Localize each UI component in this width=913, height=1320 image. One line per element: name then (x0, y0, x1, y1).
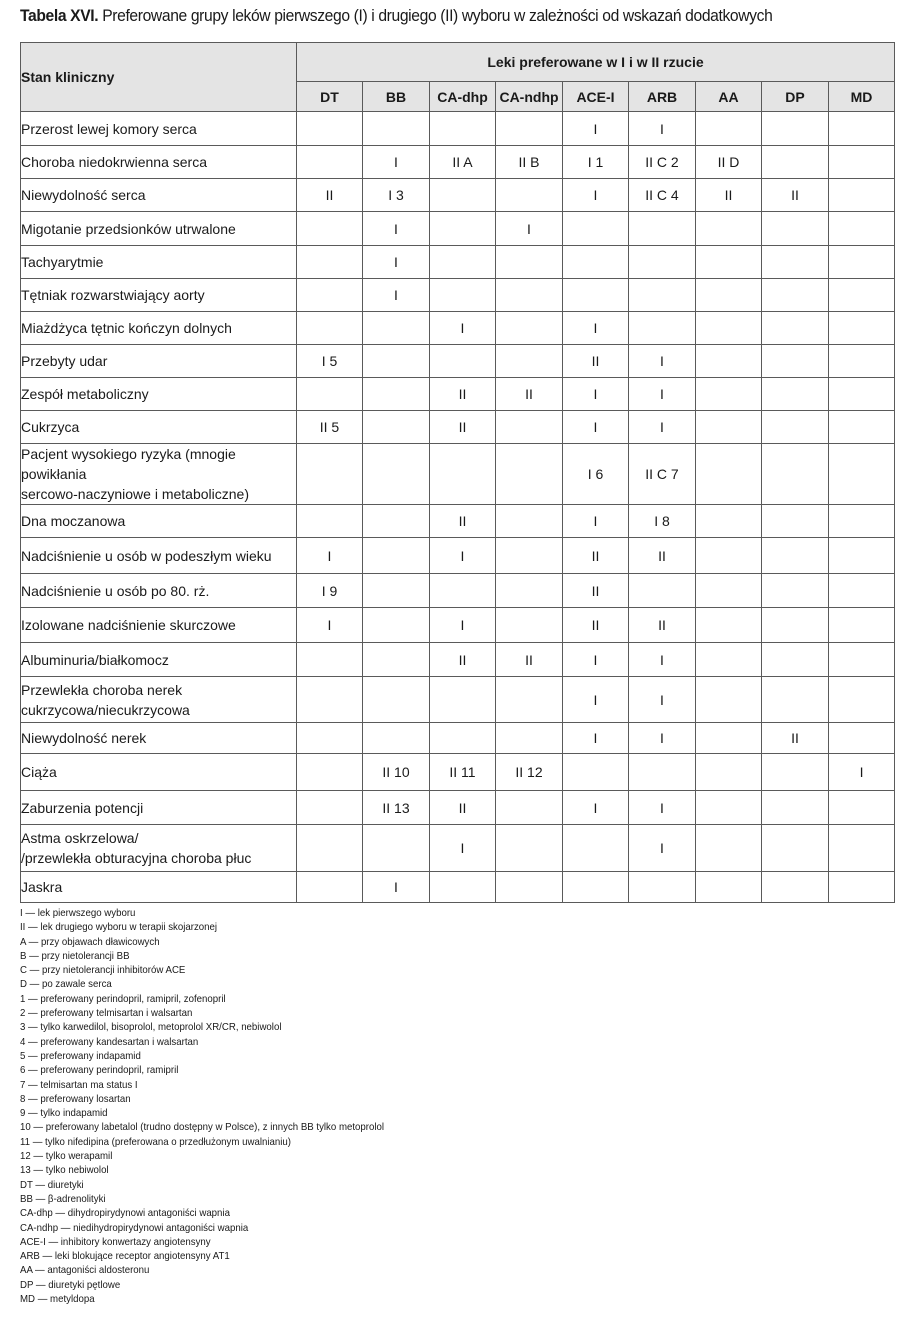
cell-bb (363, 723, 430, 754)
cell-arb: II (629, 608, 696, 643)
cell-ca-ndhp (496, 825, 563, 872)
cell-arb: I (629, 723, 696, 754)
condition-cell: Albuminuria/białkomocz (21, 643, 297, 677)
condition-cell: Cukrzyca (21, 411, 297, 444)
legend-note: 3 — tylko karwedilol, bisoprolol, metoprolol XR/CR, nebiwolol (20, 1021, 282, 1034)
cell-bb: I (363, 212, 430, 246)
cell-arb (629, 754, 696, 791)
column-header-ace-i: ACE-I (563, 82, 629, 112)
cell-dp (762, 212, 829, 246)
cell-ace-i (563, 825, 629, 872)
legend-note: C — przy nietolerancji inhibitorów ACE (20, 964, 186, 977)
cell-dp (762, 312, 829, 345)
cell-dp (762, 146, 829, 179)
cell-dp (762, 825, 829, 872)
cell-ca-ndhp (496, 312, 563, 345)
cell-ca-ndhp: II (496, 378, 563, 411)
cell-ca-dhp (430, 574, 496, 608)
cell-ca-dhp: I (430, 312, 496, 345)
cell-arb: I (629, 411, 696, 444)
cell-ace-i: II (563, 574, 629, 608)
cell-dt: II 5 (297, 411, 363, 444)
cell-dt (297, 677, 363, 723)
cell-ace-i: I (563, 723, 629, 754)
column-header-ca-dhp: CA-dhp (430, 82, 496, 112)
condition-cell: Jaskra (21, 872, 297, 903)
legend-note: 9 — tylko indapamid (20, 1107, 108, 1120)
table-row (21, 112, 895, 146)
condition-cell: Choroba niedokrwienna serca (21, 146, 297, 179)
cell-ace-i: II (563, 345, 629, 378)
legend-note: DP — diuretyki pętlowe (20, 1278, 121, 1291)
cell-dt: I 9 (297, 574, 363, 608)
cell-ca-dhp (430, 179, 496, 212)
cell-bb (363, 112, 430, 146)
cell-ca-ndhp (496, 677, 563, 723)
legend-note: 6 — preferowany perindopril, ramipril (20, 1064, 179, 1077)
cell-aa (696, 723, 762, 754)
drug-group-header: Leki preferowane w I i w II rzucie (297, 43, 895, 82)
table-title-text: Preferowane grupy leków pierwszego (I) i drugiego (II) wyboru w zależności od wskazań dodatkowych (102, 6, 773, 25)
cell-bb: II 10 (363, 754, 430, 791)
cell-ace-i (563, 279, 629, 312)
table-row (21, 791, 895, 825)
cell-ace-i (563, 212, 629, 246)
condition-cell: Dna moczanowa (21, 505, 297, 538)
cell-dt (297, 643, 363, 677)
cell-aa (696, 411, 762, 444)
cell-md (829, 643, 895, 677)
cell-md (829, 444, 895, 505)
cell-dt (297, 246, 363, 279)
legend-note: BB — β-adrenolityki (20, 1192, 106, 1205)
legend-note: 12 — tylko werapamil (20, 1150, 113, 1163)
cell-dp (762, 538, 829, 574)
cell-dp (762, 246, 829, 279)
column-header-arb: ARB (629, 82, 696, 112)
cell-arb: I (629, 643, 696, 677)
legend-note: 11 — tylko nifedipina (preferowana o przedłużonym uwalnianiu) (20, 1135, 291, 1148)
legend-note: 13 — tylko nebiwolol (20, 1164, 109, 1177)
condition-cell: Ciąża (21, 754, 297, 791)
table-row (21, 312, 895, 345)
cell-dp: II (762, 179, 829, 212)
cell-bb: I (363, 279, 430, 312)
table-row (21, 444, 895, 505)
cell-arb: II C 2 (629, 146, 696, 179)
cell-aa (696, 444, 762, 505)
cell-md (829, 723, 895, 754)
legend-note: DT — diuretyki (20, 1178, 84, 1191)
condition-cell: Przerost lewej komory serca (21, 112, 297, 146)
legend-note: 8 — preferowany losartan (20, 1092, 131, 1105)
cell-md (829, 872, 895, 903)
table-row (21, 411, 895, 444)
cell-ca-ndhp (496, 723, 563, 754)
cell-md (829, 345, 895, 378)
cell-dp (762, 791, 829, 825)
cell-md (829, 112, 895, 146)
cell-ca-ndhp (496, 505, 563, 538)
cell-bb (363, 411, 430, 444)
cell-md (829, 825, 895, 872)
cell-ace-i: I (563, 677, 629, 723)
cell-bb (363, 345, 430, 378)
condition-column-header: Stan kliniczny (21, 43, 297, 112)
legend-note: A — przy objawach dławicowych (20, 935, 160, 948)
column-header-aa: AA (696, 82, 762, 112)
cell-md (829, 146, 895, 179)
cell-ace-i: I (563, 505, 629, 538)
cell-aa (696, 246, 762, 279)
table-row (21, 345, 895, 378)
table-row (21, 179, 895, 212)
cell-bb (363, 312, 430, 345)
cell-dt: II (297, 179, 363, 212)
legend-note: 2 — preferowany telmisartan i walsartan (20, 1007, 193, 1020)
cell-ca-ndhp (496, 538, 563, 574)
cell-dt: I (297, 538, 363, 574)
condition-cell: Przewlekła choroba nerek cukrzycowa/niecukrzycowa (21, 677, 297, 723)
table-row (21, 723, 895, 754)
condition-cell: Zespół metaboliczny (21, 378, 297, 411)
cell-ca-ndhp (496, 112, 563, 146)
cell-dp (762, 411, 829, 444)
cell-ca-ndhp (496, 411, 563, 444)
legend-note: I — lek pierwszego wyboru (20, 907, 136, 919)
legend-note: CA-dhp — dihydropirydynowi antagoniści wapnia (20, 1207, 230, 1220)
legend-note: 1 — preferowany perindopril, ramipril, zofenopril (20, 992, 226, 1005)
cell-md: I (829, 754, 895, 791)
cell-arb (629, 312, 696, 345)
cell-ca-ndhp (496, 345, 563, 378)
cell-arb: I (629, 345, 696, 378)
table-row (21, 505, 895, 538)
cell-ace-i: I (563, 643, 629, 677)
cell-dp: II (762, 723, 829, 754)
drug-preference-table (20, 42, 895, 903)
cell-arb: I (629, 791, 696, 825)
condition-cell: Przebyty udar (21, 345, 297, 378)
condition-cell: Miażdżyca tętnic kończyn dolnych (21, 312, 297, 345)
cell-dp (762, 574, 829, 608)
cell-bb (363, 505, 430, 538)
condition-cell: Tachyarytmie (21, 246, 297, 279)
cell-dt (297, 791, 363, 825)
cell-ca-dhp: I (430, 538, 496, 574)
cell-ca-ndhp (496, 444, 563, 505)
column-header-dp: DP (762, 82, 829, 112)
cell-aa (696, 505, 762, 538)
cell-dp (762, 505, 829, 538)
table-row (21, 754, 895, 791)
cell-md (829, 279, 895, 312)
table-row (21, 146, 895, 179)
cell-arb: II C 7 (629, 444, 696, 505)
cell-aa: II (696, 179, 762, 212)
cell-md (829, 212, 895, 246)
condition-cell: Astma oskrzelowa/ /przewlekła obturacyjna choroba płuc (21, 825, 297, 872)
cell-dp (762, 444, 829, 505)
cell-bb (363, 608, 430, 643)
table-row (21, 872, 895, 903)
column-header-ca-ndhp: CA-ndhp (496, 82, 563, 112)
cell-ca-ndhp: II 12 (496, 754, 563, 791)
cell-arb: I (629, 677, 696, 723)
cell-ca-ndhp: II B (496, 146, 563, 179)
cell-arb: I (629, 112, 696, 146)
column-header-bb: BB (363, 82, 430, 112)
cell-arb (629, 246, 696, 279)
cell-md (829, 505, 895, 538)
condition-cell: Niewydolność serca (21, 179, 297, 212)
cell-aa (696, 212, 762, 246)
table-row (21, 378, 895, 411)
cell-dp (762, 872, 829, 903)
cell-md (829, 791, 895, 825)
cell-dp (762, 378, 829, 411)
cell-aa (696, 677, 762, 723)
cell-md (829, 677, 895, 723)
cell-ca-ndhp (496, 872, 563, 903)
cell-bb (363, 444, 430, 505)
condition-cell: Pacjent wysokiego ryzyka (mnogie powikłania sercowo-naczyniowe i metaboliczne) (21, 444, 297, 505)
cell-ace-i: I 1 (563, 146, 629, 179)
cell-dp (762, 279, 829, 312)
cell-md (829, 411, 895, 444)
cell-aa (696, 345, 762, 378)
cell-bb (363, 677, 430, 723)
legend-notes (20, 906, 416, 1306)
cell-arb: II C 4 (629, 179, 696, 212)
cell-ace-i (563, 754, 629, 791)
cell-ca-ndhp (496, 791, 563, 825)
column-header-md: MD (829, 82, 895, 112)
cell-dp (762, 643, 829, 677)
cell-ace-i: I (563, 179, 629, 212)
legend-note: 5 — preferowany indapamid (20, 1049, 141, 1062)
cell-ca-dhp: II (430, 643, 496, 677)
legend-note: II — lek drugiego wyboru w terapii skojarzonej (20, 921, 218, 934)
cell-arb: I 8 (629, 505, 696, 538)
table-row (21, 538, 895, 574)
table-row (21, 643, 895, 677)
cell-aa (696, 378, 762, 411)
cell-md (829, 312, 895, 345)
cell-ca-dhp (430, 444, 496, 505)
cell-ca-ndhp: II (496, 643, 563, 677)
cell-ca-dhp: II (430, 791, 496, 825)
cell-ca-dhp: II (430, 411, 496, 444)
cell-ca-dhp (430, 345, 496, 378)
cell-arb: I (629, 378, 696, 411)
table-row (21, 212, 895, 246)
cell-aa (696, 754, 762, 791)
cell-bb (363, 574, 430, 608)
cell-ace-i: II (563, 538, 629, 574)
condition-cell: Nadciśnienie u osób po 80. rż. (21, 574, 297, 608)
cell-ca-ndhp (496, 574, 563, 608)
cell-arb: II (629, 538, 696, 574)
cell-dt: I 5 (297, 345, 363, 378)
cell-ca-dhp (430, 246, 496, 279)
cell-dp (762, 677, 829, 723)
cell-arb (629, 279, 696, 312)
legend-note: ARB — leki blokujące receptor angiotensyny AT1 (20, 1250, 230, 1263)
cell-md (829, 179, 895, 212)
cell-ca-dhp: II A (430, 146, 496, 179)
cell-dt: I (297, 608, 363, 643)
cell-ca-dhp: II 11 (430, 754, 496, 791)
column-header-dt: DT (297, 82, 363, 112)
legend-note: 7 — telmisartan ma status I (20, 1078, 138, 1091)
table-title (20, 6, 772, 26)
condition-cell: Migotanie przedsionków utrwalone (21, 212, 297, 246)
cell-md (829, 246, 895, 279)
condition-cell: Nadciśnienie u osób w podeszłym wieku (21, 538, 297, 574)
cell-ca-ndhp (496, 608, 563, 643)
cell-ace-i (563, 246, 629, 279)
condition-cell: Zaburzenia potencji (21, 791, 297, 825)
cell-ca-ndhp (496, 179, 563, 212)
cell-bb: II 13 (363, 791, 430, 825)
cell-ca-dhp (430, 723, 496, 754)
cell-aa (696, 574, 762, 608)
table-row (21, 246, 895, 279)
cell-dt (297, 723, 363, 754)
cell-dt (297, 312, 363, 345)
cell-ace-i: II (563, 608, 629, 643)
cell-dt (297, 505, 363, 538)
cell-dp (762, 345, 829, 378)
legend-note: D — po zawale serca (20, 978, 112, 991)
legend-note: MD — metyldopa (20, 1293, 95, 1306)
table-body (21, 112, 895, 903)
legend-note: 10 — preferowany labetalol (trudno dostępny w Polsce), z innych BB tylko metoprolol (20, 1121, 385, 1134)
cell-dt (297, 146, 363, 179)
cell-bb: I 3 (363, 179, 430, 212)
cell-aa (696, 538, 762, 574)
cell-dt (297, 754, 363, 791)
cell-md (829, 608, 895, 643)
cell-ace-i: I 6 (563, 444, 629, 505)
legend-note: AA — antagoniści aldosteronu (20, 1264, 150, 1277)
cell-arb: I (629, 825, 696, 872)
cell-aa (696, 825, 762, 872)
cell-aa (696, 643, 762, 677)
cell-dt (297, 872, 363, 903)
cell-dt (297, 279, 363, 312)
cell-dt (297, 378, 363, 411)
cell-ca-dhp (430, 677, 496, 723)
cell-bb (363, 378, 430, 411)
table-row (21, 574, 895, 608)
cell-arb (629, 212, 696, 246)
condition-cell: Izolowane nadciśnienie skurczowe (21, 608, 297, 643)
cell-bb: I (363, 246, 430, 279)
cell-ca-dhp: I (430, 608, 496, 643)
cell-dt (297, 112, 363, 146)
cell-ca-dhp (430, 279, 496, 312)
table-row (21, 825, 895, 872)
cell-aa (696, 112, 762, 146)
condition-cell: Niewydolność nerek (21, 723, 297, 754)
cell-ca-dhp: II (430, 505, 496, 538)
cell-aa (696, 791, 762, 825)
cell-dt (297, 212, 363, 246)
cell-ace-i: I (563, 378, 629, 411)
cell-ca-ndhp (496, 246, 563, 279)
cell-aa: II D (696, 146, 762, 179)
table-title-label: Tabela XVI. (20, 6, 99, 25)
legend-note: CA-ndhp — niedihydropirydynowi antagoniści wapnia (20, 1221, 249, 1234)
cell-ace-i: I (563, 112, 629, 146)
cell-bb (363, 825, 430, 872)
cell-ace-i: I (563, 312, 629, 345)
cell-aa (696, 312, 762, 345)
cell-dt (297, 825, 363, 872)
table-row (21, 608, 895, 643)
cell-md (829, 538, 895, 574)
cell-ca-ndhp (496, 279, 563, 312)
cell-bb (363, 643, 430, 677)
cell-dp (762, 608, 829, 643)
legend-note: ACE-I — inhibitory konwertazy angiotensyny (20, 1235, 211, 1248)
cell-dp (762, 112, 829, 146)
cell-aa (696, 279, 762, 312)
cell-ca-dhp (430, 872, 496, 903)
cell-ace-i (563, 872, 629, 903)
cell-ca-dhp (430, 212, 496, 246)
cell-ca-dhp (430, 112, 496, 146)
cell-dp (762, 754, 829, 791)
cell-bb: I (363, 146, 430, 179)
cell-bb: I (363, 872, 430, 903)
cell-arb (629, 574, 696, 608)
table-row (21, 677, 895, 723)
cell-md (829, 574, 895, 608)
table-row (21, 279, 895, 312)
cell-ace-i: I (563, 791, 629, 825)
cell-ca-dhp: II (430, 378, 496, 411)
cell-arb (629, 872, 696, 903)
cell-bb (363, 538, 430, 574)
cell-aa (696, 872, 762, 903)
cell-aa (696, 608, 762, 643)
cell-ca-dhp: I (430, 825, 496, 872)
cell-dt (297, 444, 363, 505)
legend-note: B — przy nietolerancji BB (20, 949, 130, 962)
cell-ca-ndhp: I (496, 212, 563, 246)
legend-note: 4 — preferowany kandesartan i walsartan (20, 1035, 199, 1048)
cell-ace-i: I (563, 411, 629, 444)
condition-cell: Tętniak rozwarstwiający aorty (21, 279, 297, 312)
cell-md (829, 378, 895, 411)
